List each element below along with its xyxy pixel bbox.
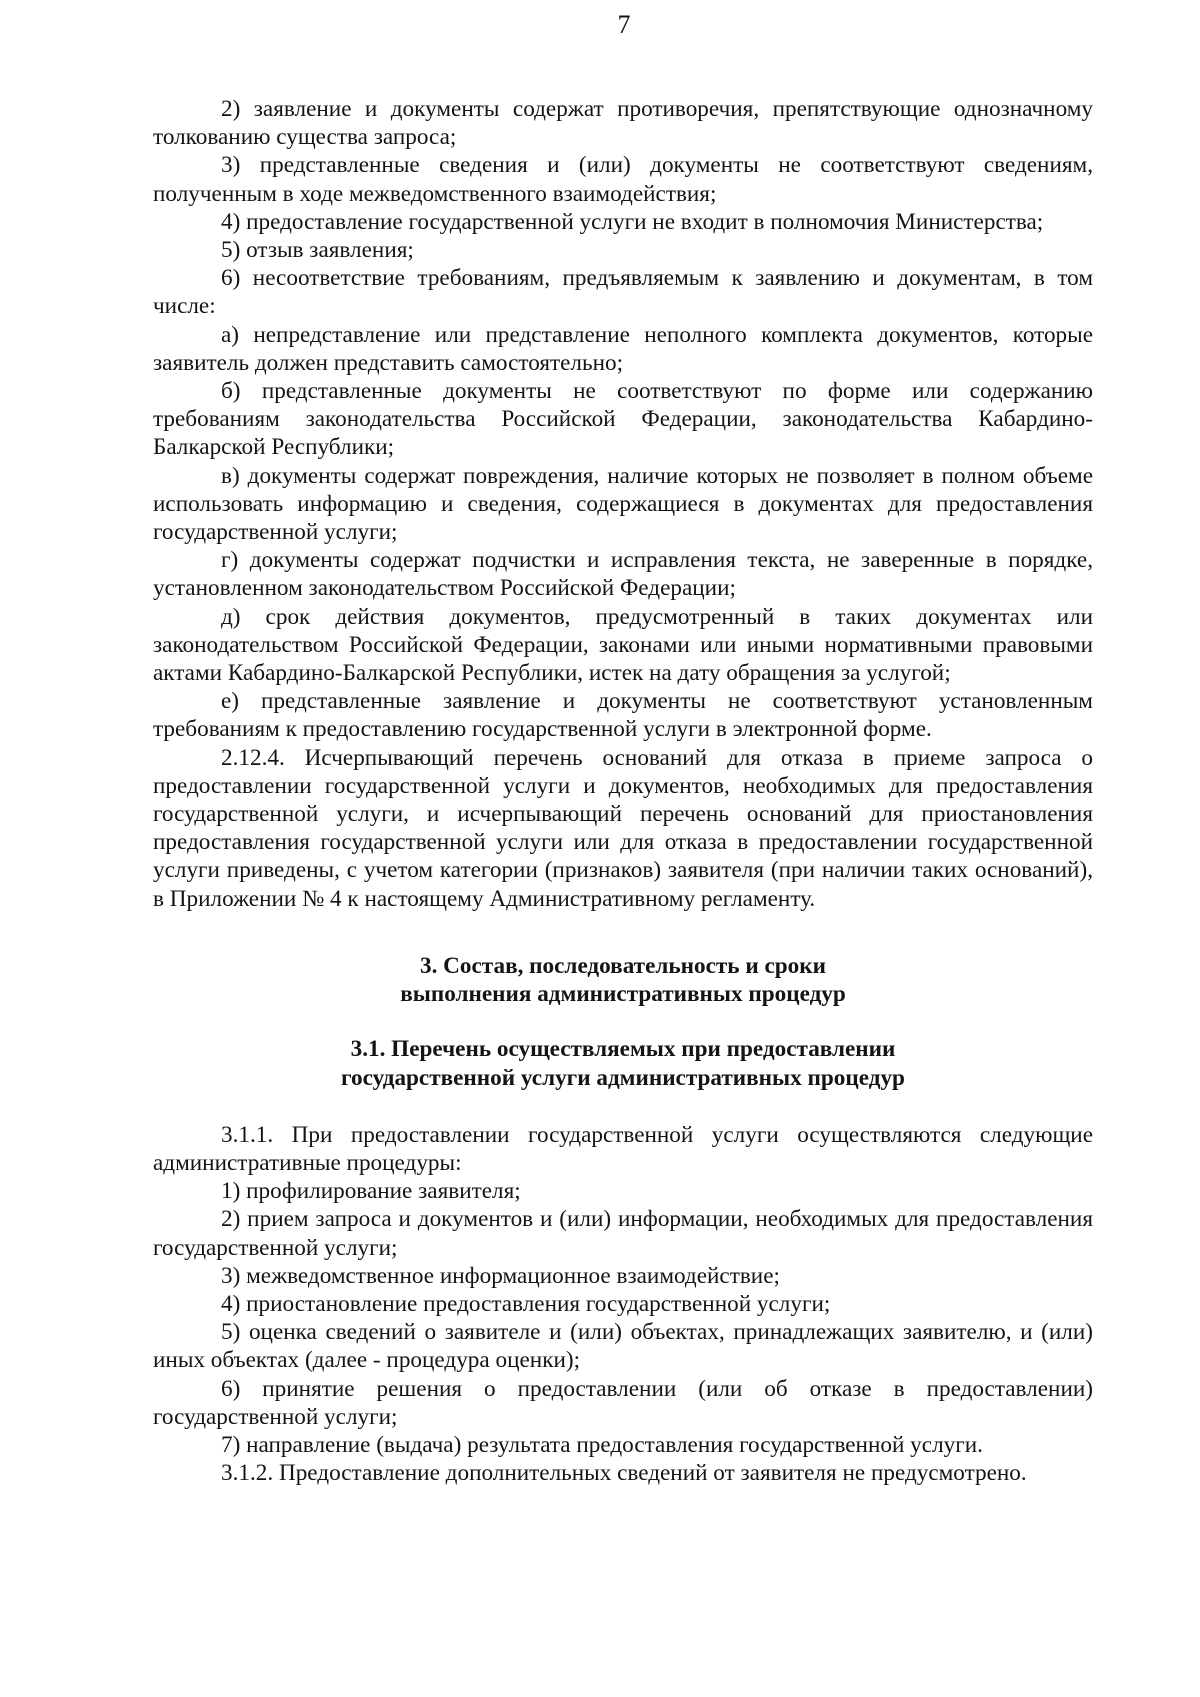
paragraph: 2) заявление и документы содержат противоречия, препятствующие однозначному толкованию существа запроса;	[153, 96, 1093, 151]
paragraph: е) представленные заявление и документы не соответствуют установленным требованиям к предоставлению государственной услуги в электронной форме.	[153, 688, 1093, 743]
paragraph: 4) приостановление предоставления государственной услуги;	[221, 1290, 831, 1317]
paragraph: в) документы содержат повреждения, наличие которых не позволяет в полном объеме использовать информацию и сведения, содержащиеся в документах для предоставления государственной услуги;	[153, 462, 1093, 546]
paragraph: а) непредставление или представление неполного комплекта документов, которые заявитель должен представить самостоятельно;	[153, 321, 1093, 376]
paragraph: 4) предоставление государственной услуги не входит в полномочия Министерства;	[221, 208, 1044, 235]
section-3-heading-line-2: выполнения административных процедур	[400, 981, 846, 1008]
section-3-1-heading	[153, 1035, 1093, 1091]
section-3-1-heading-line-1: 3.1. Перечень осуществляемых при предоставлении	[350, 1036, 896, 1063]
paragraph: б) представленные документы не соответствуют по форме или содержанию требованиям законодательства Российской Федерации, законодательства Кабардино-Балкарской Республики;	[153, 378, 1093, 461]
page-number: 7	[617, 10, 631, 39]
paragraph: 5) оценка сведений о заявителе и (или) объектах, принадлежащих заявителю, и (или) иных объектах (далее - процедура оценки);	[153, 1319, 1093, 1374]
paragraph: 2.12.4. Исчерпывающий перечень оснований для отказа в приеме запроса о предоставлении государственной услуги и документов, необходимых для предоставления государственной услуги, и исчерпывающий перечень оснований для приостановления предоставления государственной услуги или для отказа в предоставлении государственной услуги приведены, с учетом категории (признаков) заявителя (при наличии таких оснований), в Приложении № 4 к настоящему Административному регламенту.	[153, 744, 1093, 912]
paragraph: 3.1.2. Предоставление дополнительных сведений от заявителя не предусмотрено.	[221, 1460, 1027, 1487]
paragraph: 6) принятие решения о предоставлении (или об отказе в предоставлении) государственной услуги;	[153, 1375, 1093, 1430]
paragraph: 3) межведомственное информационное взаимодействие;	[221, 1262, 780, 1289]
paragraph: г) документы содержат подчистки и исправления текста, не заверенные в порядке, установленном законодательством Российской Федерации;	[153, 547, 1093, 602]
paragraph: 3.1.1. При предоставлении государственной услуги осуществляются следующие административные процедуры:	[153, 1121, 1093, 1176]
section-3-heading-line-1: 3. Состав, последовательность и сроки	[419, 952, 826, 979]
section-3-1-heading-line-2: государственной услуги административных процедур	[341, 1064, 905, 1091]
paragraph: 2) прием запроса и документов и (или) информации, необходимых для предоставления государственной услуги;	[153, 1206, 1093, 1261]
section-3-heading	[153, 952, 1093, 1008]
paragraph: 6) несоответствие требованиям, предъявляемым к заявлению и документам, в том числе:	[153, 265, 1093, 320]
paragraph: 1) профилирование заявителя;	[221, 1178, 521, 1205]
paragraph: 3) представленные сведения и (или) документы не соответствуют сведениям, полученным в ходе межведомственного взаимодействия;	[153, 152, 1093, 207]
document-body	[153, 95, 1093, 1487]
paragraph: д) срок действия документов, предусмотренный в таких документах или законодательством Российской Федерации, законами или иными нормативными правовыми актами Кабардино-Балкарской Республики, истек на дату обращения за услугой;	[153, 603, 1093, 687]
paragraph: 5) отзыв заявления;	[221, 237, 414, 264]
paragraph: 7) направление (выдача) результата предоставления государственной услуги.	[221, 1431, 983, 1458]
